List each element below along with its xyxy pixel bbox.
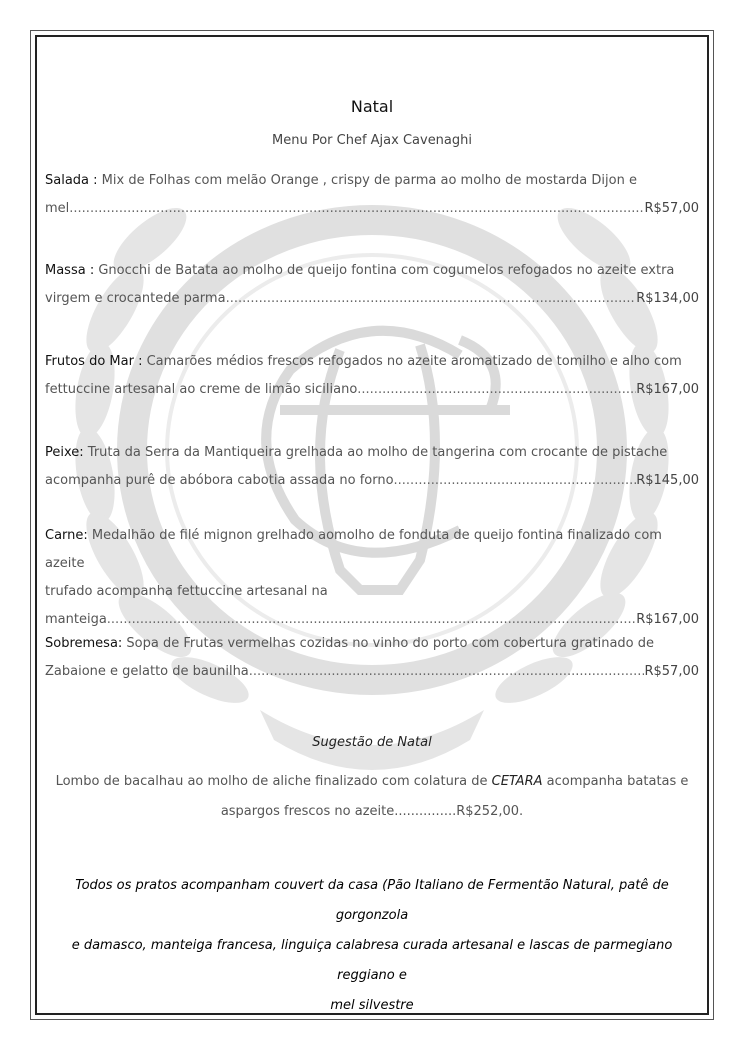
suggestion-brand: CETARA	[491, 774, 543, 789]
suggestion-price: R$252,00.	[456, 804, 524, 819]
dish-price: R$167,00	[636, 612, 699, 627]
dish-description: Camarões médios frescos refogados no azeite aromatizado de tomilho e alho com	[142, 354, 682, 369]
suggestion-title: Sugestão de Natal	[312, 735, 432, 750]
suggestion-text-c: aspargos frescos no azeite	[220, 804, 395, 819]
dish-description-end: mel	[45, 201, 70, 216]
dot-leader	[69, 195, 644, 223]
dish-description: Medalhão de filé mignon grelhado aomolho de fonduta de queijo fontina finalizado com azeite	[45, 528, 662, 571]
dish-sobremesa	[45, 630, 699, 686]
dish-frutos-do-mar	[45, 348, 699, 404]
suggestion-text-a: Lombo de bacalhau ao molho de aliche finalizado com colatura de	[55, 774, 492, 789]
note-line: e damasco, manteiga francesa, linguiça calabresa curada artesanal e lascas de parmegiano reggiano e	[71, 938, 673, 983]
dish-description: Truta da Serra da Mantiqueira grelhada ao molho de tangerina com crocante de pistache	[83, 445, 668, 460]
note-line: mel silvestre	[330, 998, 414, 1013]
menu-title: Natal	[350, 97, 394, 116]
dish-price: R$134,00	[636, 291, 699, 306]
dot-leader	[394, 467, 637, 495]
menu-subtitle: Menu Por Chef Ajax Cavenaghi	[272, 133, 472, 148]
dish-category: Massa :	[45, 263, 95, 278]
dish-description-end: virgem e crocantede parma	[45, 291, 226, 306]
dish-price: R$57,00	[644, 664, 699, 679]
dot-leader	[226, 285, 637, 313]
dish-category: Sobremesa:	[45, 636, 123, 651]
dish-description: Sopa de Frutas vermelhas cozidas no vinho do porto com cobertura gratinado de	[122, 636, 655, 651]
dish-salada	[45, 167, 699, 223]
couvert-note	[45, 871, 699, 1021]
dish-price: R$145,00	[636, 473, 699, 488]
note-line: Todos os pratos acompanham couvert da casa (Pão Italiano de Fermentão Natural, patê de gorgonzola	[75, 878, 669, 923]
dish-peixe	[45, 439, 699, 495]
dot-leader	[357, 376, 636, 404]
dot-leader	[249, 658, 645, 686]
dish-category: Salada :	[45, 173, 98, 188]
dish-description-cont: trufado acompanha fettuccine artesanal na	[45, 584, 328, 599]
dish-description: Gnocchi de Batata ao molho de queijo fontina com cogumelos refogados no azeite extra	[94, 263, 675, 278]
dish-price: R$57,00	[644, 201, 699, 216]
dish-description-end: fettuccine artesanal ao creme de limão siciliano	[45, 382, 358, 397]
dish-category: Carne:	[45, 528, 88, 543]
dish-category: Frutos do Mar :	[45, 354, 143, 369]
dish-carne	[45, 522, 699, 634]
dish-description-end: manteiga	[45, 612, 107, 627]
dish-massa	[45, 257, 699, 313]
suggestion-text	[45, 767, 699, 827]
dish-category: Peixe:	[45, 445, 84, 460]
dish-price: R$167,00	[636, 382, 699, 397]
dish-description: Mix de Folhas com melão Orange , crispy de parma ao molho de mostarda Dijon e	[97, 173, 637, 188]
suggestion-dots: ...............	[394, 804, 457, 819]
dish-description-end: acompanha purê de abóbora cabotia assada no forno	[45, 473, 394, 488]
dish-description-end: Zabaione e gelatto de baunilha	[45, 664, 249, 679]
suggestion-text-b: acompanha batatas e	[542, 774, 689, 789]
